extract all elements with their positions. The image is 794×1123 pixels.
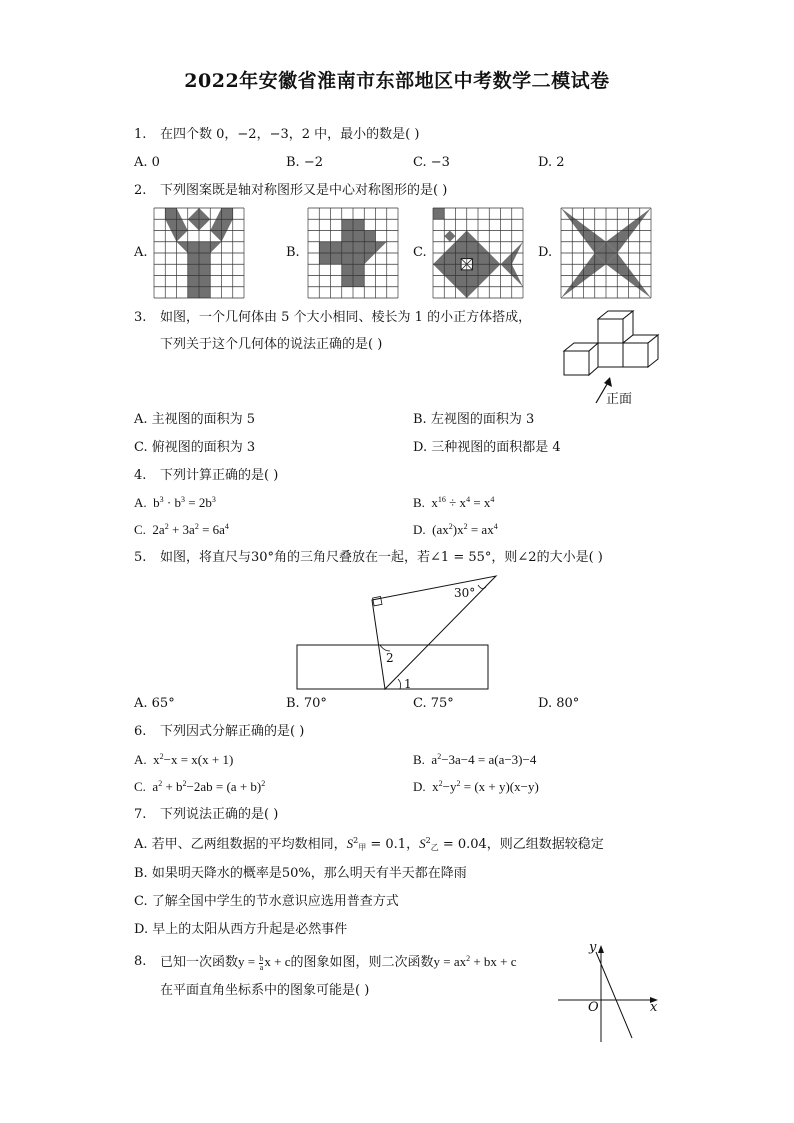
q2-label-a: A. (134, 245, 148, 260)
q8-axis-y-label: y (589, 940, 597, 955)
page-title: 2022年安徽省淮南市东部地区中考数学二模试卷 (184, 70, 610, 92)
q8-stem-line2: 在平面直角坐标系中的图象可能是( ) (160, 983, 370, 998)
q8-origin-label: O (588, 1000, 599, 1015)
q5-option-c: C. 75° (413, 696, 454, 711)
q7-stem: 下列说法正确的是( ) (160, 807, 279, 822)
q2-figure-d (561, 208, 651, 298)
q6-stem: 下列因式分解正确的是( ) (160, 724, 305, 739)
q6-number: 6. (134, 724, 147, 739)
q3-option-d: D. 三种视图的面积都是 4 (413, 440, 561, 455)
q4-option-d: D. $(ax^2)x^2 = ax^4$ (413, 522, 498, 537)
q3-stem-line1: 如图，一个几何体由 5 个大小相同、棱长为 1 的小正方体搭成， (160, 310, 532, 325)
q8-axis-x-label: x (650, 1000, 658, 1015)
q5-stem: 如图，将直尺与30°角的三角尺叠放在一起，若∠1 = 55°，则∠2的大小是( ) (160, 550, 603, 565)
q5-angle-2-label: 2 (386, 651, 394, 665)
q7-option-c: C. 了解全国中学生的节水意识应选用普查方式 (134, 894, 399, 909)
q2-label-b: B. (286, 245, 300, 260)
q3-option-c: C. 俯视图的面积为 3 (134, 440, 256, 455)
q5-number: 5. (134, 550, 147, 565)
q1-option-b: B. −2 (286, 155, 323, 170)
q5-angle-30-label: 30° (454, 586, 476, 600)
q1-option-c: C. −3 (413, 155, 450, 170)
q7-option-a: A. 若甲、乙两组数据的平均数相同，$S^2_甲 = 0.1$，$S^2_乙 = 0.04$，则乙组数据较稳定 (134, 836, 604, 852)
q5-option-d: D. 80° (538, 696, 580, 711)
q2-figure-c (433, 208, 523, 298)
q3-number: 3. (134, 310, 147, 325)
q3-option-a: A. 主视图的面积为 5 (134, 412, 256, 427)
q7-option-b: B. 如果明天降水的概率是50%，那么明天有半天都在降雨 (134, 866, 467, 881)
q4-option-c: C. $2a^2 + 3a^2 = 6a^4$ (134, 522, 229, 537)
q8-stem-line1: 已知一次函数y = $\frac{b}{a}$ x + c的图象如图，则二次函数$y = ax^2$ + bx + c (160, 953, 517, 972)
q5-option-a: A. 65° (134, 696, 175, 711)
q2-number: 2. (134, 183, 147, 198)
q1-option-d: D. 2 (538, 155, 565, 170)
q6-option-a: A. $x^2-x = x(x + 1)$ (134, 752, 234, 767)
q5-option-b: B. 70° (286, 696, 327, 711)
q8-linear-graph (556, 942, 662, 1044)
q6-option-b: B. $a^2-3a-4 = a(a-3)-4$ (413, 752, 537, 767)
q7-option-d: D. 早上的太阳从西方升起是必然事件 (134, 922, 348, 937)
q1-number: 1. (134, 127, 147, 142)
q2-figure-b (308, 208, 398, 298)
q3-stem-line2: 下列关于这个几何体的说法正确的是( ) (160, 337, 383, 352)
q3-front-label: 正面 (606, 392, 633, 407)
q8-number: 8. (134, 954, 147, 969)
q2-stem: 下列图案既是轴对称图形又是中心对称图形的是( ) (160, 183, 448, 198)
q3-option-b: B. 左视图的面积为 3 (413, 412, 535, 427)
q2-label-d: D. (538, 245, 553, 260)
q4-option-a: A. $b^3 \cdot b^3 = 2b^3$ (134, 495, 216, 510)
q4-number: 4. (134, 468, 147, 483)
q4-stem: 下列计算正确的是( ) (160, 468, 279, 483)
q6-option-c: C. $a^2 + b^2-2ab = (a + b)^2$ (134, 779, 266, 794)
q4-option-b: B. $x^{16} \div x^4 = x^4$ (413, 495, 495, 510)
q1-option-a: A. 0 (134, 155, 160, 170)
q5-angle-1-label: 1 (404, 677, 412, 691)
q6-option-d: D. $x^2-y^2 = (x + y)(x-y)$ (413, 779, 539, 794)
q2-label-c: C. (413, 245, 427, 260)
q1-stem: 在四个数 0，−2，−3，2 中，最小的数是( ) (160, 127, 420, 142)
q2-figure-a (154, 208, 244, 298)
q7-number: 7. (134, 807, 147, 822)
